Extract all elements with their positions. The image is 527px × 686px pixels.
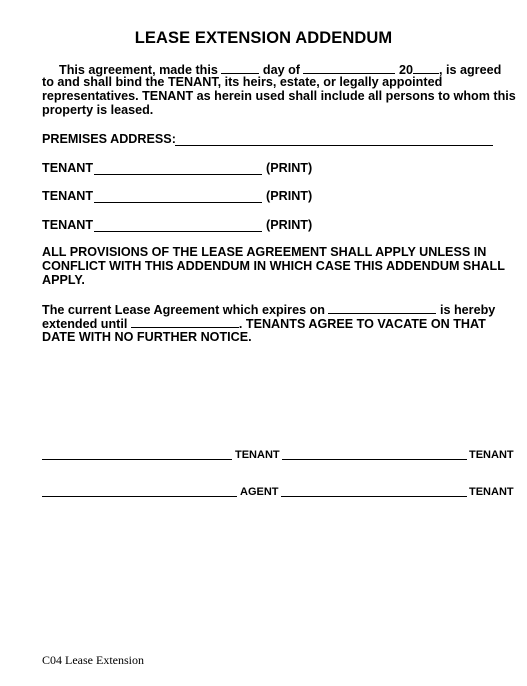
month-blank[interactable] (303, 62, 395, 74)
tenant-name-line-1[interactable] (94, 174, 262, 175)
tenant-print-2: (PRINT) (266, 189, 313, 203)
signature-label-tenant-2: TENANT (469, 449, 514, 461)
intro-line-2: to and shall bind the TENANT, its heirs, estate, or legally appointed (42, 75, 443, 89)
extension-line-2 (42, 316, 486, 331)
intro-line-3: representatives. TENANT as herein used shall include all persons to whom this (42, 89, 516, 103)
extended-date-blank[interactable] (131, 316, 239, 328)
intro-text-year-prefix: 20 (398, 63, 413, 77)
tenant-label-3: TENANT (42, 218, 94, 232)
year-blank[interactable] (413, 62, 439, 74)
provisions-line-2: CONFLICT WITH THIS ADDENDUM IN WHICH CASE THIS ADDENDUM SHALL (42, 259, 505, 273)
premises-label: PREMISES ADDRESS: (42, 132, 176, 146)
extension-text-expires: The current Lease Agreement which expires on (42, 303, 325, 317)
extension-text-hereby: is hereby (439, 303, 496, 317)
tenant-print-3: (PRINT) (266, 218, 313, 232)
intro-text-made-this: This agreement, made this (59, 63, 218, 77)
extension-line-3: DATE WITH NO FURTHER NOTICE. (42, 330, 252, 344)
signature-line-2b[interactable] (281, 496, 467, 497)
tenant-name-line-2[interactable] (94, 202, 262, 203)
intro-line-4: property is leased. (42, 103, 154, 117)
tenant-label-1: TENANT (42, 161, 94, 175)
extension-text-vacate: . TENANTS AGREE TO VACATE ON THAT (238, 317, 486, 331)
tenant-label-2: TENANT (42, 189, 94, 203)
provisions-line-1: ALL PROVISIONS OF THE LEASE AGREEMENT SHALL APPLY UNLESS IN (42, 245, 487, 259)
signature-label-tenant-1: TENANT (235, 449, 280, 461)
extension-text-extended-until: extended until (42, 317, 128, 331)
tenant-print-1: (PRINT) (266, 161, 313, 175)
signature-label-tenant-3: TENANT (469, 486, 514, 498)
day-blank[interactable] (221, 62, 259, 74)
intro-text-day-of: day of (262, 63, 300, 77)
expiration-date-blank[interactable] (328, 302, 436, 314)
intro-text-agreed: , is agreed (438, 63, 502, 77)
provisions-line-3: APPLY. (42, 273, 85, 287)
signature-line-2a[interactable] (42, 496, 237, 497)
document-title: LEASE EXTENSION ADDENDUM (134, 29, 393, 47)
signature-line-1a[interactable] (42, 459, 232, 460)
premises-address-line[interactable] (175, 145, 493, 146)
signature-label-agent: AGENT (240, 486, 279, 498)
tenant-name-line-3[interactable] (94, 231, 262, 232)
signature-line-1b[interactable] (282, 459, 467, 460)
extension-line-1 (42, 302, 495, 317)
document-footer: C04 Lease Extension (42, 653, 144, 667)
